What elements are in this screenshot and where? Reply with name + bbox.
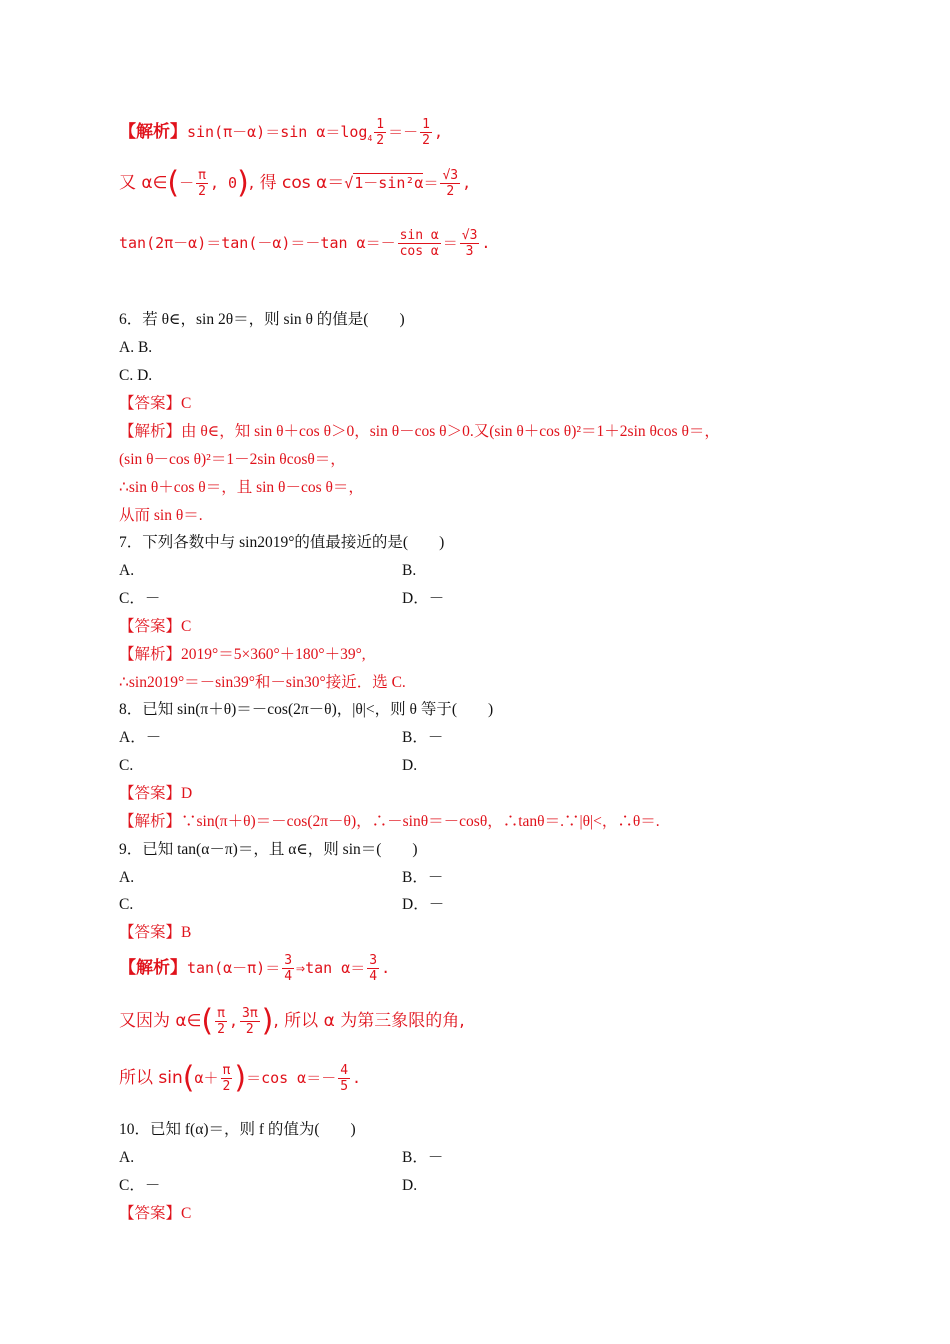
q9-solution-line-1: 【解析】tan(α－π)＝ $\frac{3}{4}$ ⇒tan α＝ $\frac{3}{4}$ . [119, 953, 391, 984]
q7-stem: 7．下列各数中与 sin2019°的值最接近的是( ) [119, 534, 445, 551]
q10-option-a: A. [119, 1149, 135, 1166]
log-base: 4 [367, 134, 373, 143]
q6-stem: 6．若 θ∈，sin 2θ＝，则 sin θ 的值是( ) [119, 311, 405, 328]
q8-option-d: D. [402, 757, 418, 774]
q6-options-ab: A. B. [119, 339, 153, 356]
q10-stem: 10．已知 f(α)＝，则 f 的值为( ) [119, 1121, 356, 1138]
q10-option-d: D. [402, 1177, 418, 1194]
q10-option-c: C．－ [119, 1177, 161, 1194]
fraction: $\frac{\pi}{2}$ [198, 168, 206, 199]
q6-answer: 【答案】C [119, 395, 192, 412]
fraction: $\frac{3}{4}$ [284, 953, 293, 984]
sqrt-expression: 1－sin²α [354, 174, 424, 192]
q9-option-b: B．－ [402, 869, 444, 886]
fraction: $\frac{3}{4}$ [369, 953, 378, 984]
q9-option-d: D．－ [402, 896, 445, 913]
q5-expr: sin(π－α)＝sin α＝log [187, 123, 368, 141]
fraction: $\frac{4}{5}$ [340, 1063, 349, 1094]
q9-option-a: A. [119, 869, 135, 886]
q10-option-row-2 [119, 1176, 418, 1196]
q6-options-cd: C. D. [119, 367, 153, 384]
q5-line2-text: 又 α∈ [119, 173, 168, 193]
q8-stem: 8．已知 sin(π＋θ)＝－cos(2π－θ)，|θ|<，则 θ 等于( ) [119, 701, 494, 718]
q7-option-c: C．－ [119, 590, 161, 607]
q6-explanation-3: ∴sin θ＋cos θ＝，且 sin θ－cos θ＝， [119, 479, 364, 496]
q7-option-a: A. [119, 562, 135, 579]
fraction: $\frac{1}{2}$ [422, 117, 430, 148]
q8-explanation-1: 【解析】∵sin(π＋θ)＝－cos(2π－θ)，∴－sinθ＝－cosθ，∴tanθ＝.∵|θ|<，∴θ＝. [119, 813, 660, 830]
q7-option-row-2 [119, 589, 445, 609]
q5-solution-line-1: 【解析】sin(π－α)＝sin $\alpha=\log_4$ $\frac{1}{2}$ ＝－ $\frac{1}{2}$ , [119, 117, 443, 148]
q7-option-row-1 [119, 561, 417, 581]
q6-explanation-4: 从而 sin θ＝. [119, 507, 203, 524]
q7-explanation-2: ∴sin2019°＝－sin39°和－sin30°接近．选 C. [119, 674, 406, 691]
q5-line3-text: tan(2π－α)＝tan(－α)＝－tan α＝－ [119, 234, 396, 252]
fraction: $\frac{\pi}{2}$ [217, 1006, 225, 1037]
fraction: $\frac{\pi}{2}$ [222, 1063, 231, 1094]
q10-answer: 【答案】C [119, 1205, 192, 1222]
q7-answer: 【答案】C [119, 618, 192, 635]
q6-explanation-2: (sin θ－cos θ)²＝1－2sin θcosθ＝， [119, 451, 346, 468]
q6-explanation-1: 【解析】由 θ∈，知 sin θ＋cos θ＞0，sin θ－cos θ＞0.又(sin θ＋cos θ)²＝1＋2sin θcos θ＝， [119, 423, 720, 440]
analysis-label: 【解析】 [119, 958, 187, 978]
fraction: $\frac{3\pi}{2}$ [242, 1006, 258, 1037]
fraction: $\frac{\text{sin α}}{\text{cos α}}$ [399, 228, 439, 259]
q9-option-row-1 [119, 868, 444, 888]
q8-option-a: A．－ [119, 729, 162, 746]
analysis-label: 【解析】 [119, 122, 187, 142]
q9-answer: 【答案】B [119, 924, 192, 941]
q10-option-row-1 [119, 1148, 444, 1168]
fraction: $\frac{√3}{3}$ [461, 228, 478, 259]
q5-solution-line-2: 又 α∈(－ $\frac{\pi}{2}$ , 0), 得 cos α＝√1－sin²α＝ $\frac{√3}{2}$ , [119, 165, 472, 201]
q9-option-c: C. [119, 896, 134, 913]
q8-option-row-1 [119, 728, 444, 748]
q7-option-b: B. [402, 562, 417, 579]
q10-option-b: B．－ [402, 1149, 444, 1166]
q8-option-row-2 [119, 756, 418, 776]
q9-option-row-2 [119, 895, 445, 915]
q5-solution-line-3: tan(2π－α)＝tan(－α)＝－tan α＝－ $\frac{\text{sin α}}{\text{cos α}}$ ＝ $\frac{√3}{3}$ . [119, 228, 491, 259]
q8-option-c: C. [119, 757, 134, 774]
q8-answer: 【答案】D [119, 785, 193, 802]
q5-line2-cos: , 得 cos α＝ [248, 173, 345, 193]
fraction: $\frac{√3}{2}$ [442, 168, 459, 199]
q9-solution-line-3: 所以 sin(α＋ $\frac{\pi}{2}$ )＝cos α＝－ $\frac{4}{5}$ . [119, 1060, 362, 1096]
q9-solution-line-2: 又因为 α∈( $\frac{\pi}{2}$ , $\frac{3\pi}{2}$ ), 所以 α 为第三象限的角, [119, 1003, 465, 1039]
q7-explanation-1: 【解析】2019°＝5×360°＋180°＋39°, [119, 646, 366, 663]
q9-stem: 9．已知 tan(α－π)＝，且 α∈，则 sin＝( ) [119, 841, 418, 858]
q8-option-b: B．－ [402, 729, 444, 746]
fraction: $\frac{1}{2}$ [376, 117, 385, 148]
q7-option-d: D．－ [402, 590, 445, 607]
